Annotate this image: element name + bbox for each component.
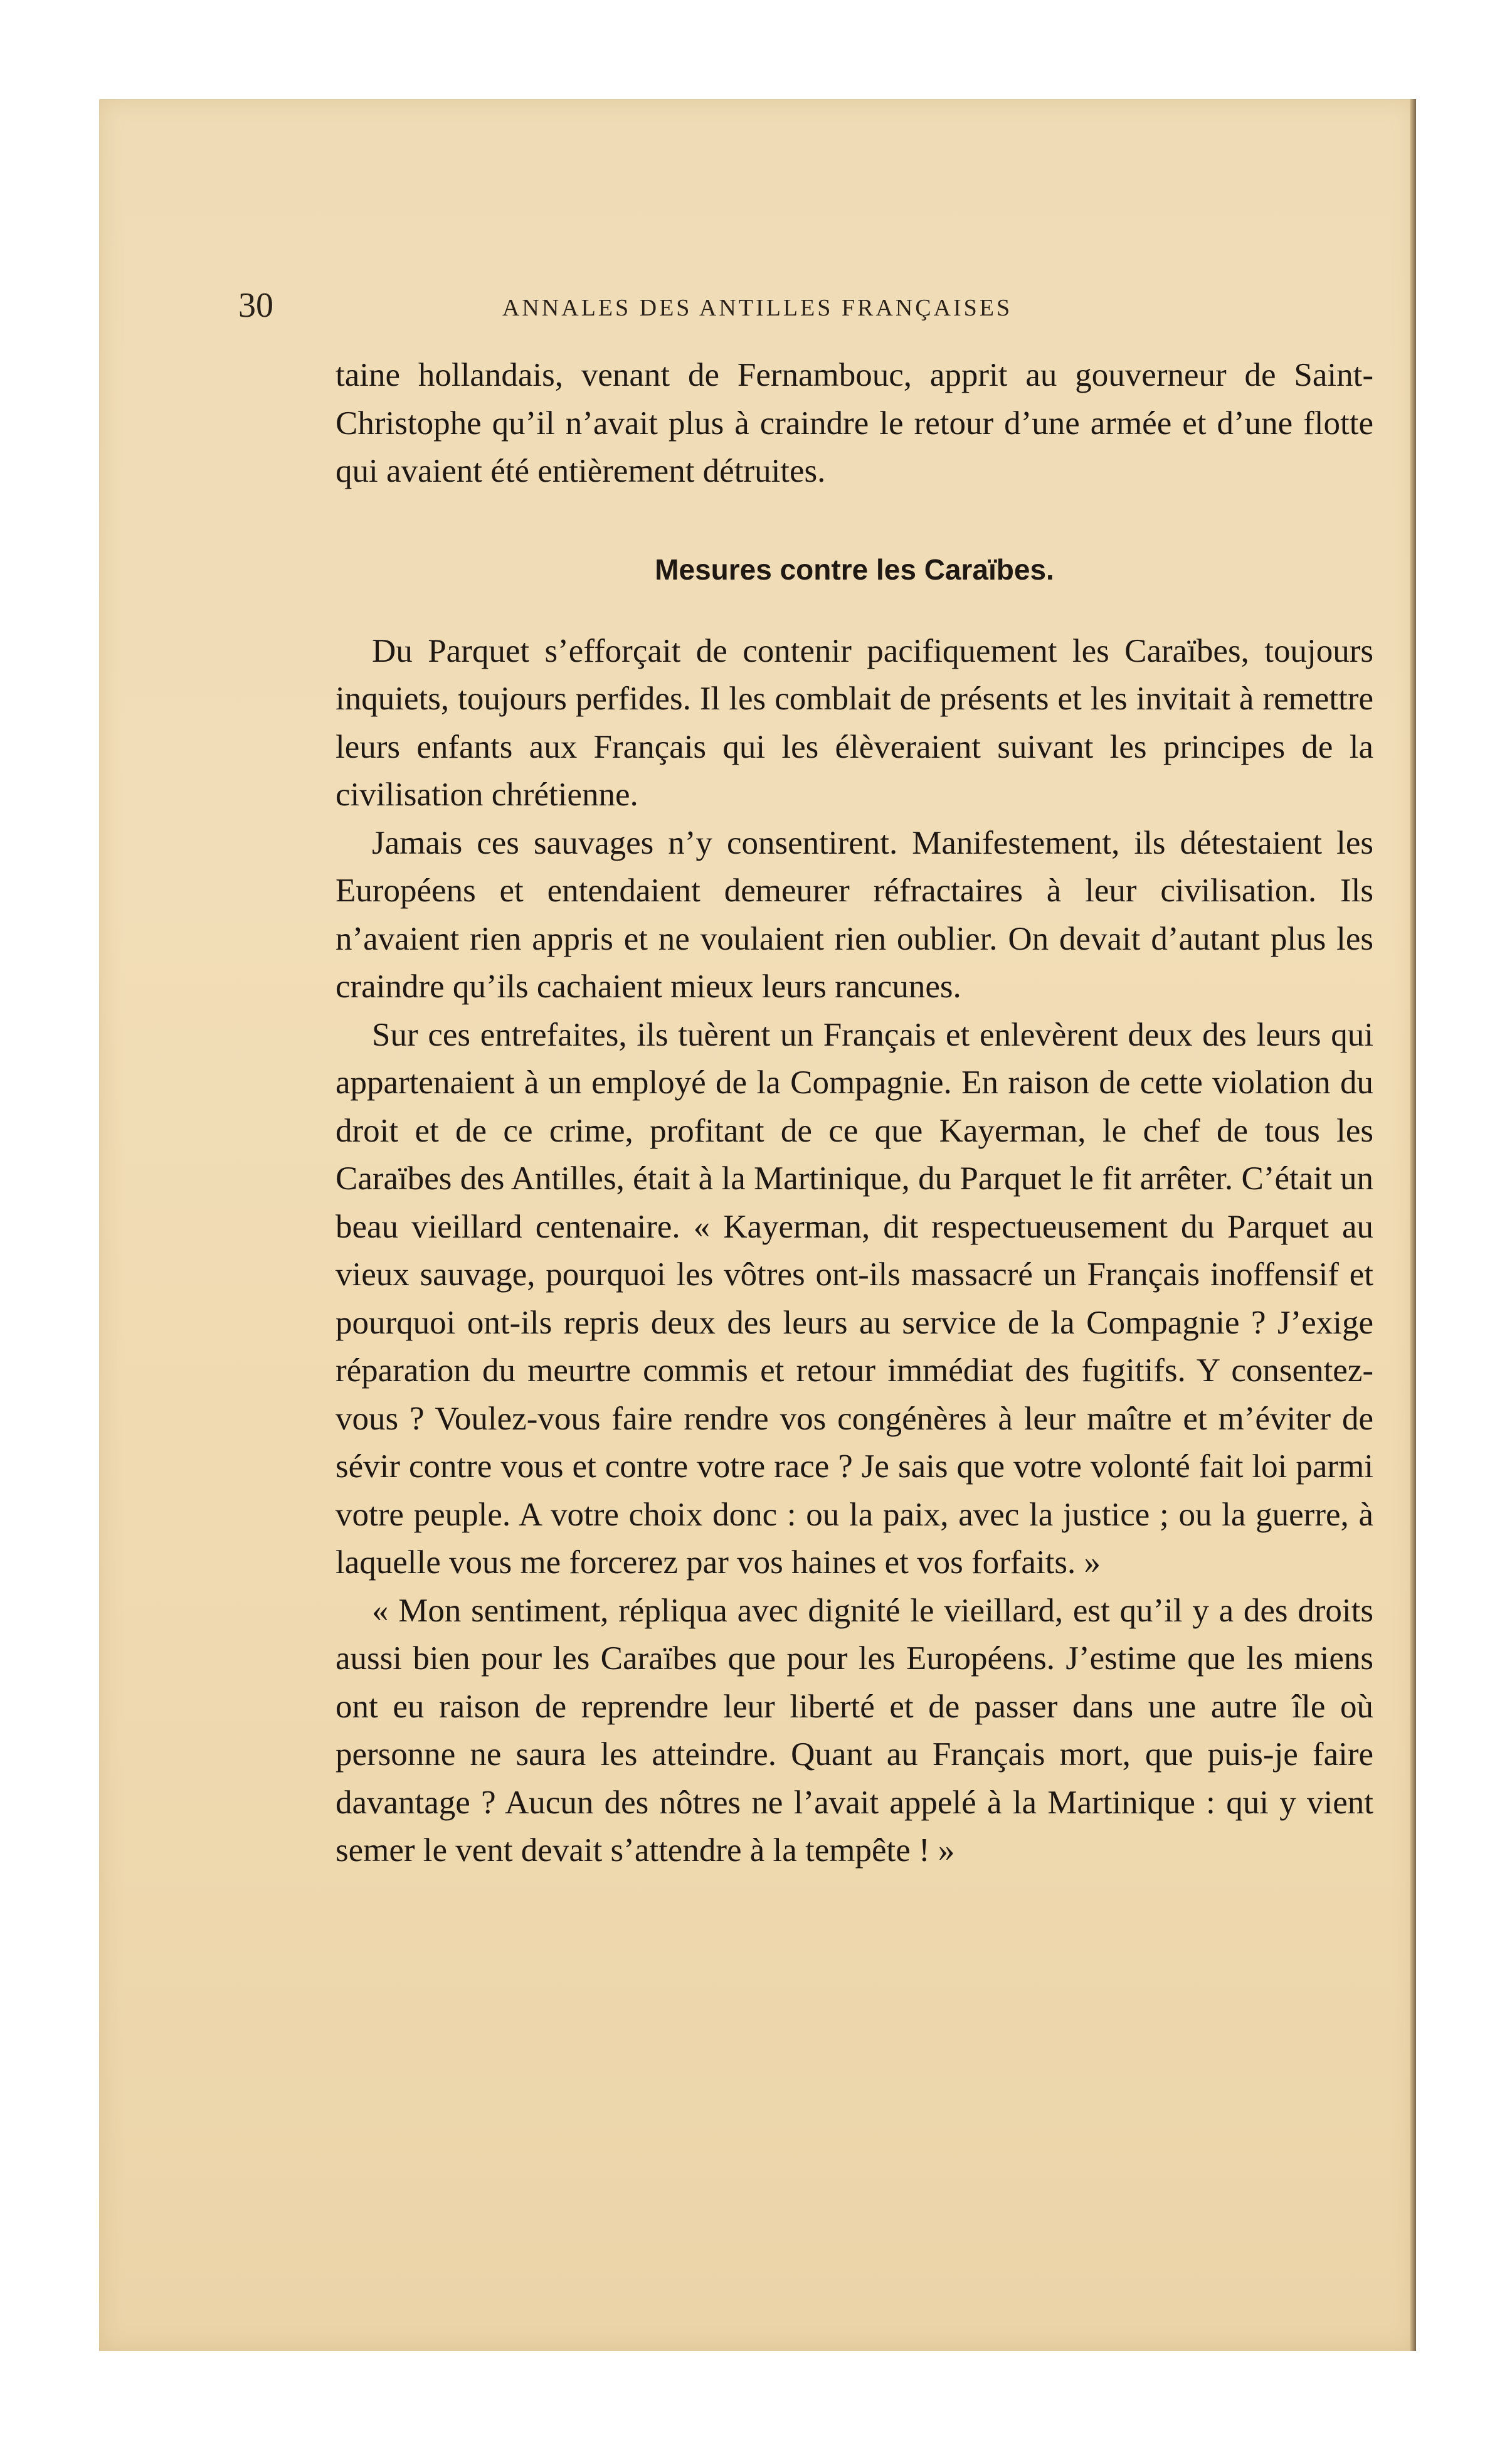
body-text [336, 351, 1373, 1875]
paragraph-continued: taine hollandais, venant de Fernambouc, apprit au gouverneur de Saint-Christophe qu’il n’avait plus à craindre le retour d’une armée et d’une flotte qui avaient été entièrement détruites. [336, 357, 1373, 489]
running-title: ANNALES DES ANTILLES FRANÇAISES [502, 295, 1013, 321]
paragraph: Jamais ces sauvages n’y consentirent. Manifestement, ils détestaient les Européens et entendaient demeurer réfractaires à leur civilisation. Ils n’avaient rien appris et ne voulaient rien oublier. On devait d’autant plus les craindre qu’ils cachaient mieux leurs rancunes. [336, 824, 1373, 1005]
paragraph: Du Parquet s’efforçait de contenir pacifiquement les Caraïbes, toujours inquiets, toujours perfides. Il les comblait de présents et les invitait à remettre leurs enfants aux Français qui les élèveraient suivant les principes de la civilisation chrétienne. [336, 632, 1373, 813]
paragraph: Sur ces entrefaites, ils tuèrent un Français et enlevèrent deux des leurs qui appartenaient à un employé de la Compagnie. En raison de cette violation du droit et de ce crime, profitant de ce que Kayerman, le chef de tous les Caraïbes des Antilles, était à la Martinique, du Parquet le fit arrêter. C’était un beau vieillard centenaire. « Kayerman, dit respectueusement du Parquet au vieux sauvage, pourquoi les vôtres ont-ils massacré un Français inoffensif et pourquoi ont-ils repris deux des leurs au service de la Compagnie ? J’exige réparation du meurtre commis et retour immédiat des fugitifs. Y consentez-vous ? Voulez-vous faire rendre vos congénères à leur maître et m’éviter de sévir contre vous et contre votre race ? Je sais que votre volonté fait loi parmi votre peuple. A votre choix donc : ou la paix, avec la justice ; ou la guerre, à laquelle vous me forcerez par vos haines et vos forfaits. » [336, 1016, 1373, 1581]
section-title: Mesures contre les Caraïbes. [655, 553, 1054, 586]
page-edge-shadow [1410, 99, 1416, 2351]
page-number: 30 [238, 286, 273, 325]
paragraph: « Mon sentiment, répliqua avec dignité le vieillard, est qu’il y a des droits aussi bien pour les Caraïbes que pour les Européens. J’estime que les miens ont eu raison de reprendre leur liberté et de passer dans une autre île où personne ne saura les atteindre. Quant au Français mort, que puis-je faire davantage ? Aucun des nôtres ne l’avait appelé à la Martinique : qui y vient semer le vent devait s’attendre à la tempête ! » [336, 1592, 1373, 1869]
page-header [238, 285, 1367, 329]
